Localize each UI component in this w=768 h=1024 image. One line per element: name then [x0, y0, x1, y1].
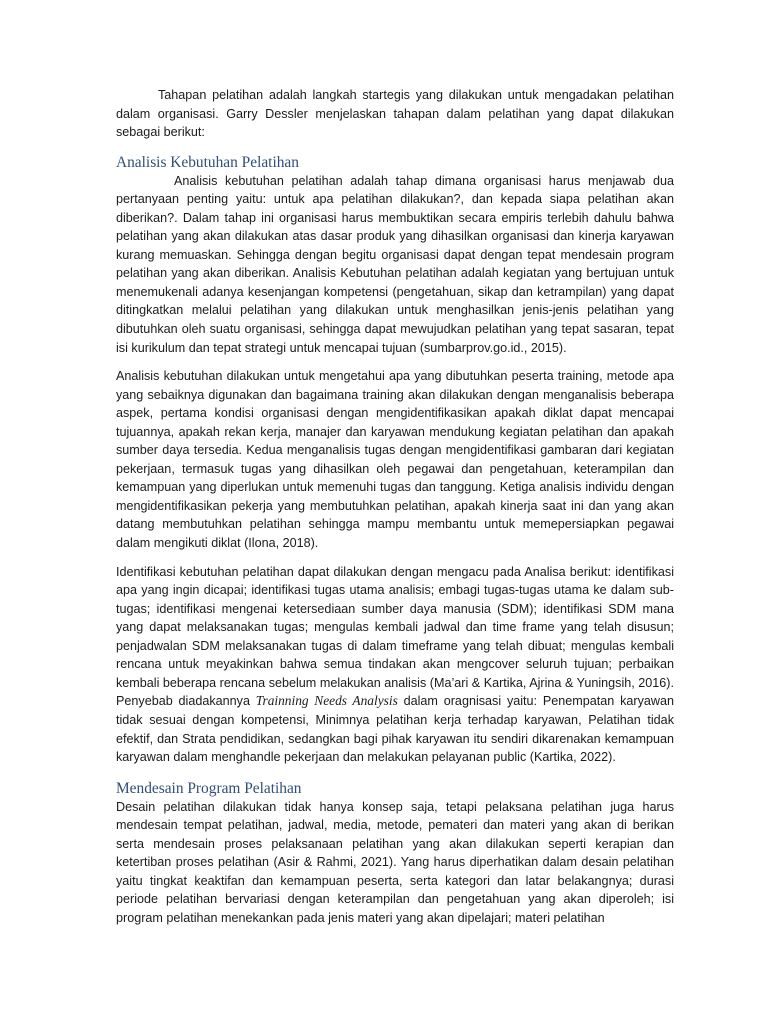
- document-page: [116, 86, 674, 927]
- analisis-paragraph-2: Analisis kebutuhan dilakukan untuk mengetahui apa yang dibutuhkan peserta training, metode apa yang sebaiknya digunakan dan bagaimana training akan dilakukan dengan menganalisis beberapa aspek, pertama kondisi organisasi dengan mengidentifikasikan apakah diklat dapat mencapai tujuannya, apakah rekan kerja, manajer dan karyawan mendukung kegiatan pelatihan dan apakah sumber daya tersedia. Kedua menganalisis tugas dengan mengidentifikasi gambaran dari kegiatan pekerjaan, termasuk tugas yang dihasilkan oleh pegawai dan pengetahuan, keterampilan dan kemampuan yang diperlukan untuk memenuhi tugas dan tanggung. Ketiga analisis individu dengan mengidentifikasikan pekerja yang membutuhkan pelatihan, apakah kinerja saat ini dan yang akan datang membutuhkan pelatihan sehingga mampu membantu untuk memepersiapkan pegawai dalam mengikuti diklat (Ilona, 2018).: [116, 369, 674, 551]
- analisis-paragraph-3-text-b: dalam oragnisasi yaitu: Penempatan karyawan tidak sesuai dengan kompetensi, Minimnya pelatihan kerja terhadap karyawan, Pelatihan tidak efektif, dan Strata pendidikan, sedangkan bagi pihak karyawan itu sendiri dikarenakan kemampuan karyawan dalam menghandle pekerjaan dan melakukan pelayanan public (Kartika, 2022).: [116, 694, 675, 765]
- section-heading-mendesain: Mendesain Program Pelatihan: [116, 779, 302, 797]
- section-heading-analisis: Analisis Kebutuhan Pelatihan: [116, 153, 299, 171]
- analisis-paragraph-1: Analisis kebutuhan pelatihan adalah tahap dimana organisasi harus menjawab dua pertanyaan penting yaitu: untuk apa pelatihan dilakukan?, dan kepada siapa pelatihan akan diberikan?. Dalam tahap ini organisasi harus membuktikan secara empiris terlebih dahulu bahwa pelatihan yang akan dilakukan atas dasar produk yang dihasilkan organisasi dan kinerja karyawan kurang memuaskan. Sehingga dengan begitu organisasi dapat dengan tepat mendesain program pelatihan yang akan diberikan. Analisis Kebutuhan pelatihan adalah kegiatan yang bertujuan untuk menemukenali adanya kesenjangan kompetensi (pengetahuan, sikap dan ketrampilan) yang dapat ditingkatkan melalui pelatihan yang dilakukan untuk menghasilkan jenis-jenis pelatihan yang dibutuhkan oleh suatu organisasi, sehingga dapat mewujudkan pelatihan yang tepat sasaran, tepat isi kurikulum dan tepat strategi untuk mencapai tujuan (sumbarprov.go.id., 2015).: [116, 173, 674, 355]
- analisis-paragraph-3: [116, 563, 674, 767]
- tna-term: Trainning Needs Analysis: [255, 693, 398, 709]
- analisis-paragraph-3-text-a: Identifikasi kebutuhan pelatihan dapat dilakukan dengan mengacu pada Analisa berikut: identifikasi apa yang ingin dicapai; identifikasi tugas utama analisis; embagi tugas-tugas utama ke dalam sub-tugas; identifikasi mengenai ketersediaan sumber daya manusia (SDM); identifikasi SDM mana yang dapat melaksanakan tugas; mengulas kembali jadwal dan time frame yang telah disusun; penjadwalan SDM melaksanakan tugas di dalam timeframe yang telah dibuat; mengulas kembali rencana untuk meyakinkan bahwa semua tindakan akan mengcover seluruh tujuan; perbaikan kembali beberapa rencana sebelum melakukan analisis (Ma’ari & Kartika, Ajrina & Yuningsih, 2016). Penyebab diadakannya: [116, 564, 674, 709]
- mendesain-paragraph: Desain pelatihan dilakukan tidak hanya konsep saja, tetapi pelaksana pelatihan juga harus mendesain tempat pelatihan, jadwal, media, metode, pemateri dan materi yang akan di berikan serta mendesain proses pelaksanaan pelatihan yang akan dilakukan seperti kerapian dan ketertiban proses pelatihan (Asir & Rahmi, 2021). Yang harus diperhatikan dalam desain pelatihan yaitu tingkat keaktifan dan kemampuan peserta, serta kategori dan latar belakangnya; durasi periode pelatihan bervariasi dengan keterampilan dan pengetahuan yang akan diperoleh; isi program pelatihan menekankan pada jenis materi yang akan dipelajari; materi pelatihan: [116, 799, 674, 925]
- intro-paragraph: Tahapan pelatihan adalah langkah startegis yang dilakukan untuk mengadakan pelatihan dalam organisasi. Garry Dessler menjelaskan tahapan dalam pelatihan yang dapat dilakukan sebagai berikut:: [116, 88, 674, 140]
